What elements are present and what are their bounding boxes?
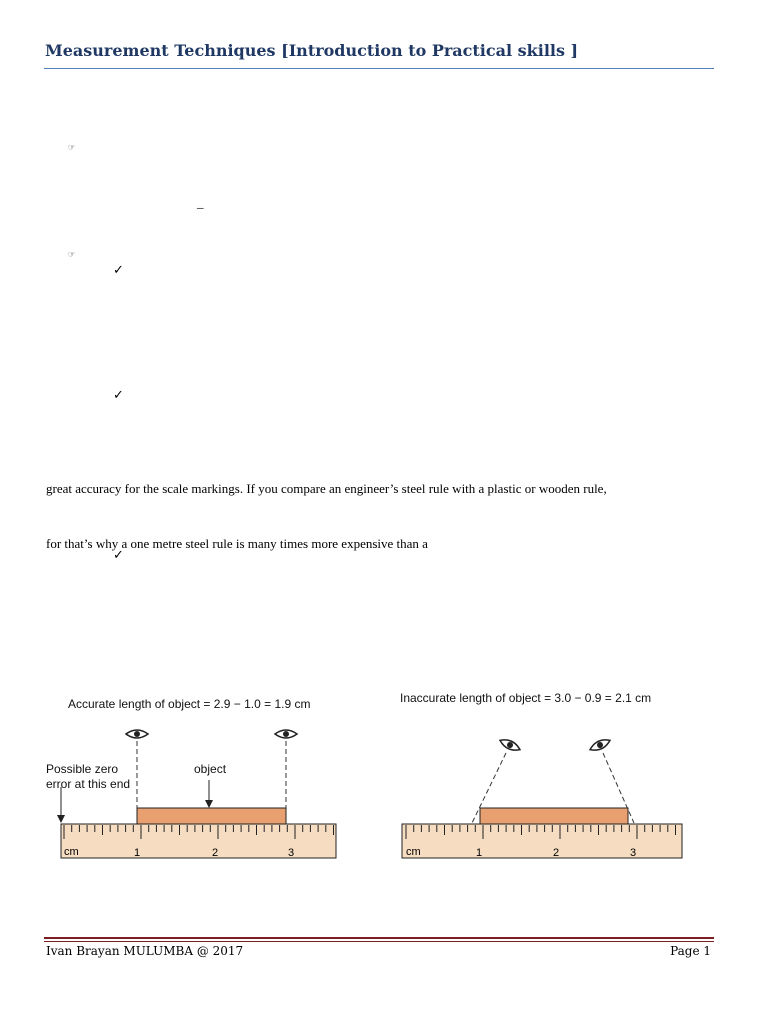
- header-divider: [44, 68, 714, 69]
- tick-label: 2: [212, 847, 219, 859]
- pointing-hand-icon: ☞: [68, 143, 76, 152]
- checkmark-icon: ✓: [113, 388, 124, 403]
- zero-error-note-line1: Possible zero: [46, 762, 119, 776]
- page-number: Page 1: [670, 944, 711, 958]
- dash-mark: _: [197, 195, 204, 210]
- body-paragraph-line: for that’s why a one metre steel rule is many times more expensive than a: [46, 536, 428, 551]
- eye-icon: [275, 730, 297, 738]
- footer-divider: [44, 941, 714, 942]
- tick-label: 1: [476, 847, 483, 859]
- unit-label: cm: [64, 846, 79, 858]
- left-ruler-diagram: [44, 715, 354, 875]
- zero-error-note-line2: error at this end: [46, 777, 131, 791]
- pointing-hand-icon: ☞: [68, 250, 76, 259]
- measured-object: [480, 808, 628, 824]
- tick-label: 1: [134, 847, 141, 859]
- eye-icon: [588, 737, 611, 754]
- unit-label: cm: [406, 846, 421, 858]
- eye-icon: [498, 737, 521, 754]
- body-paragraph-line: great accuracy for the scale markings. If you compare an engineer’s steel rule with a plastic or wooden rule,: [46, 481, 607, 496]
- tick-label: 3: [630, 847, 637, 859]
- tick-label: 2: [553, 847, 560, 859]
- right-figure-caption: Inaccurate length of object = 3.0 − 0.9 = 2.1 cm: [400, 691, 652, 705]
- tick-label: 3: [288, 847, 295, 859]
- eye-icon: [126, 730, 148, 738]
- left-figure-caption: Accurate length of object = 2.9 − 1.0 = 1.9 cm: [68, 697, 311, 711]
- footer-divider: [44, 937, 714, 939]
- footer-author: Ivan Brayan MULUMBA @ 2017: [46, 944, 244, 958]
- checkmark-icon: ✓: [113, 548, 124, 563]
- checkmark-icon: ✓: [113, 263, 124, 278]
- right-ruler-diagram: [398, 715, 698, 875]
- page-title: Measurement Techniques [Introduction to Practical skills ]: [45, 41, 579, 60]
- object-label: object: [194, 762, 227, 776]
- measured-object: [137, 808, 286, 824]
